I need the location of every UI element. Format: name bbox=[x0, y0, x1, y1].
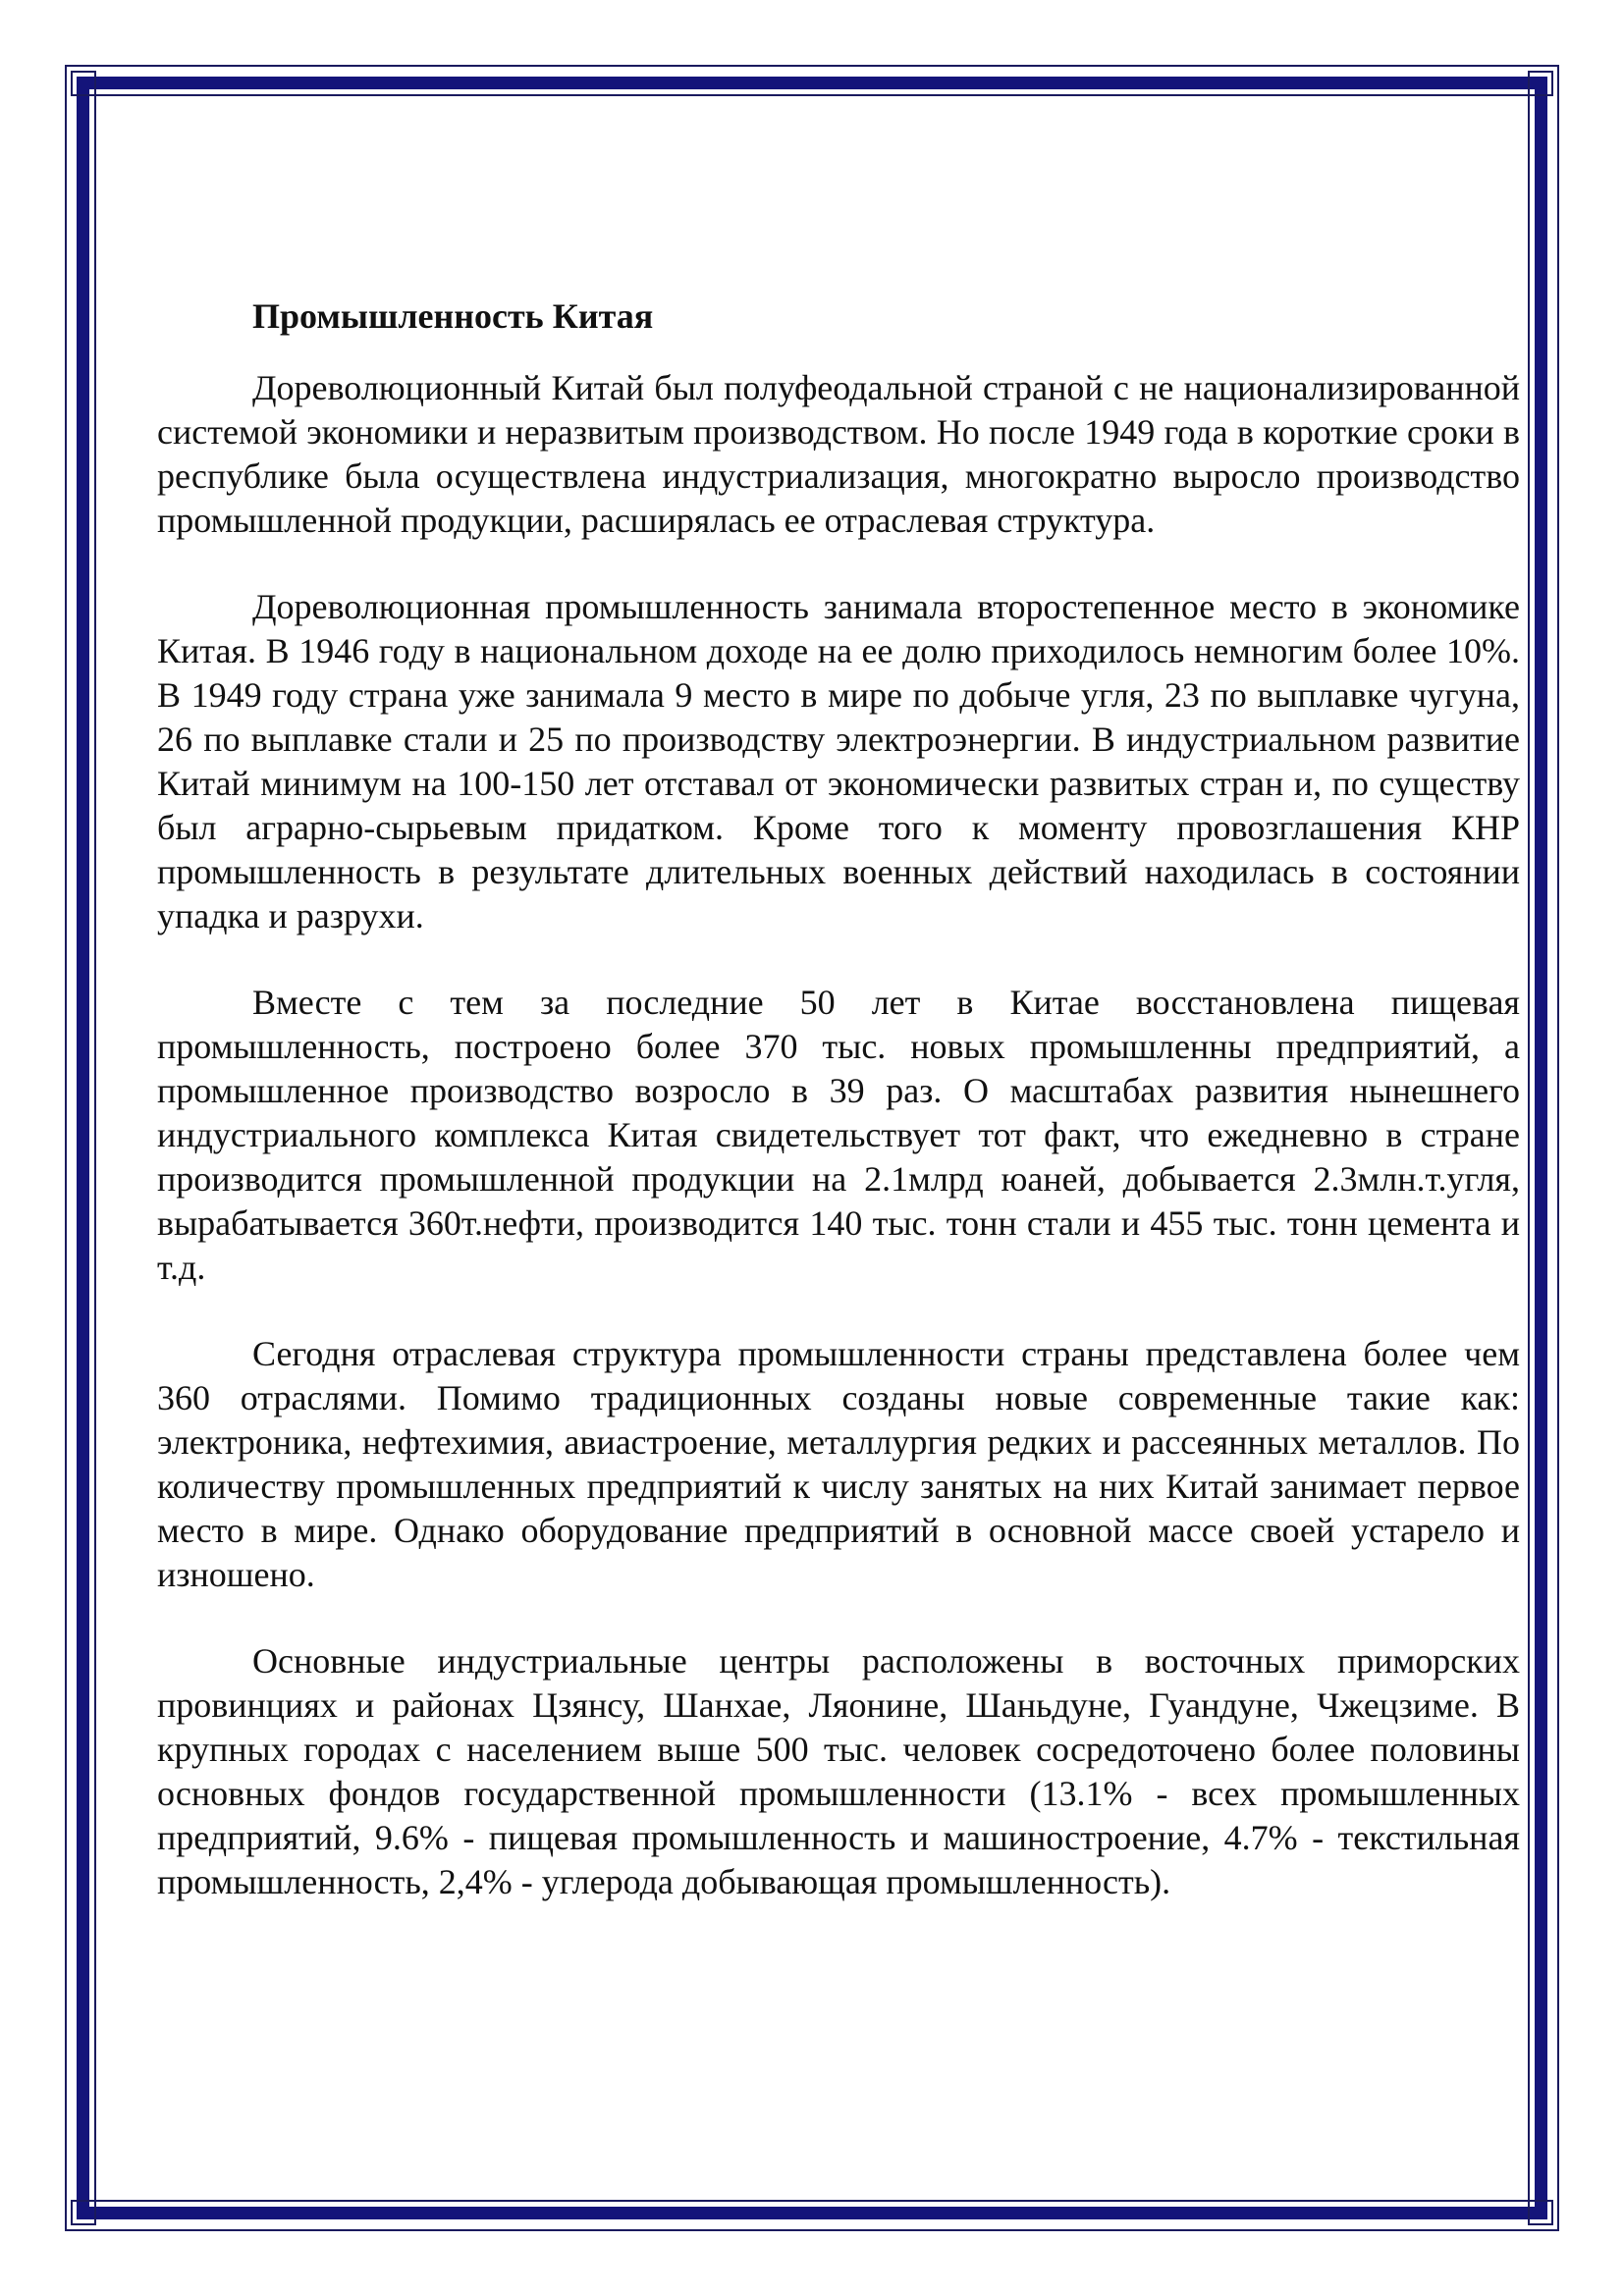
corner-ornament-bottom-right bbox=[1528, 2200, 1553, 2225]
paragraph-2: Дореволюционная промышленность занимала второстепенное место в экономике Китая. В 1946 году в национальном доходе на ее долю приходилось немногим более 10%. В 1949 году страна уже занимала 9 место в мире по добыче угля, 23 по выплавке чугуна, 26 по выплавке стали и 25 по производству электроэнергии. В индустриальном развитие Китай минимум на 100-150 лет отставал от экономически развитых стран и, по существу был аграрно-сырьевым придатком. Кроме того к моменту провозглашения КНР промышленность в результате длительных военных действий находилась в состоянии упадка и разрухи. bbox=[157, 587, 1520, 935]
corner-ornament-top-right bbox=[1528, 71, 1553, 96]
paragraph-5: Основные индустриальные центры расположены в восточных приморских провинциях и районах Цзянсу, Шанхае, Ляонине, Шаньдуне, Гуандуне, Чжецзиме. В крупных городах с населением выше 500 тыс. человек сосредоточено более половины основных фондов государственной промышленности (13.1% - всех промышленных предприятий, 9.6% - пищевая промышленность и машиностроение, 4.7% - текстильная промышленность, 2,4% - углерода добывающая промышленность). bbox=[157, 1641, 1520, 1901]
document-body bbox=[157, 294, 1520, 1947]
document-title: Промышленность Китая bbox=[252, 296, 654, 336]
corner-ornament-top-left bbox=[71, 71, 96, 96]
paragraph-1: Дореволюционный Китай был полуфеодальной страной с не национализированной системой экономики и неразвитым производством. Но после 1949 года в короткие сроки в республике была осуществлена индустриализация, многократно выросло производство промышленной продукции, расширялась ее отраслевая структура. bbox=[157, 368, 1520, 540]
paragraph-4: Сегодня отраслевая структура промышленности страны представлена более чем 360 отраслями. Помимо традиционных созданы новые современные такие как: электроника, нефтехимия, авиастроение, металлургия редких и рассеянных металлов. По количеству промышленных предприятий к числу занятых на них Китай занимает первое место в мире. Однако оборудование предприятий в основной массе своей устарело и изношено. bbox=[157, 1334, 1520, 1594]
corner-ornament-bottom-left bbox=[71, 2200, 96, 2225]
paragraph-3: Вместе с тем за последние 50 лет в Китае восстановлена пищевая промышленность, построено более 370 тыс. новых промышленны предприятий, а промышленное производство возросло в 39 раз. О масштабах развития нынешнего индустриального комплекса Китая свидетельствует тот факт, что ежедневно в стране производится промышленной продукции на 2.1млрд юаней, добывается 2.3млн.т.угля, вырабатывается 360т.нефти, производится 140 тыс. тонн стали и 455 тыс. тонн цемента и т.д. bbox=[157, 983, 1520, 1287]
